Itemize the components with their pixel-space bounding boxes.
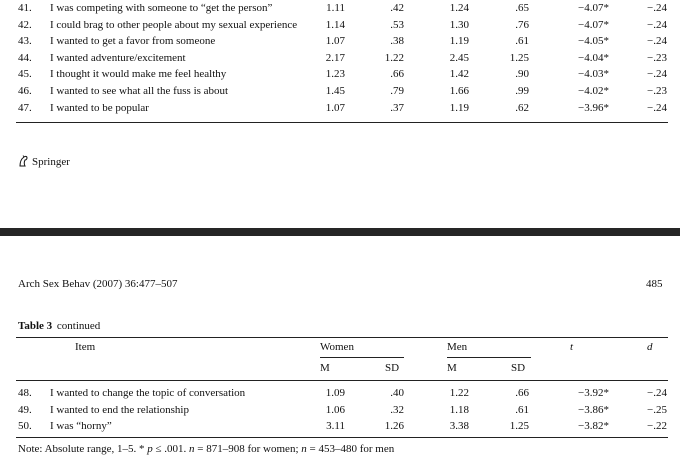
row-number: 48. [18, 387, 32, 399]
d-value: −.24 [647, 101, 667, 114]
note-p: p [147, 443, 153, 455]
women-sd: .66 [390, 68, 404, 81]
header-t: t [570, 341, 574, 353]
header-item: Item [75, 341, 96, 353]
table-bottom-rule [16, 122, 668, 123]
header-women-m: M [320, 362, 330, 374]
men-mean: 1.24 [449, 2, 469, 14]
women-mean: 1.06 [325, 403, 345, 416]
header-bottom-rule [16, 380, 668, 381]
note-n-women-rest: = 871–908 for women; [194, 443, 302, 455]
women-sd: .40 [390, 387, 404, 399]
row-number: 50. [18, 420, 32, 432]
header-men: Men [447, 341, 468, 353]
men-sd: .90 [515, 68, 529, 81]
table-top-rule [16, 337, 668, 338]
men-sd: .61 [515, 35, 529, 48]
t-value: −4.04* [578, 51, 609, 64]
men-sd: 1.25 [509, 51, 529, 64]
men-span-rule [447, 357, 531, 358]
running-head: Arch Sex Behav (2007) 36:477–507 [18, 278, 178, 290]
women-mean: 1.07 [325, 101, 345, 114]
women-mean: 1.45 [325, 85, 345, 97]
men-sd: .99 [515, 85, 529, 97]
men-mean: 1.19 [449, 35, 469, 48]
women-sd: .79 [390, 85, 404, 97]
men-mean: 1.66 [449, 85, 469, 97]
header-d: d [647, 341, 653, 353]
t-value: −4.05* [578, 35, 609, 48]
row-item: I wanted to get a favor from someone [50, 35, 216, 48]
table-continued: continued [56, 320, 101, 332]
row-item: I wanted to end the relationship [50, 403, 189, 416]
t-value: −3.96* [578, 101, 609, 114]
men-sd: .61 [515, 403, 529, 416]
table-end-rule [16, 437, 668, 438]
d-value: −.23 [647, 51, 667, 64]
note-lead: Note: Absolute range, 1–5. * [18, 443, 148, 455]
women-span-rule [320, 357, 404, 358]
row-item: I could brag to other people about my sexual experience [50, 18, 298, 31]
header-men-sd: SD [511, 362, 526, 374]
men-mean: 1.22 [449, 387, 469, 399]
men-sd: .66 [515, 387, 529, 399]
row-item: I wanted to change the topic of conversation [50, 387, 246, 399]
table-note [18, 443, 394, 456]
page-separator [0, 228, 680, 236]
women-mean: 3.11 [326, 420, 345, 432]
page-number: 485 [646, 278, 663, 290]
header-men-m: M [447, 362, 457, 374]
note-p-rest: ≤ .001. [152, 443, 190, 455]
men-sd: .65 [515, 2, 529, 14]
row-item: I was competing with someone to “get the person” [50, 2, 273, 14]
d-value: −.23 [647, 85, 667, 97]
t-value: −3.92* [578, 387, 609, 399]
women-sd: .37 [390, 101, 404, 114]
men-sd: 1.25 [509, 420, 529, 432]
row-number: 44. [18, 51, 32, 64]
men-mean: 1.42 [449, 68, 469, 81]
header-women: Women [320, 341, 354, 353]
men-mean: 3.38 [449, 420, 469, 432]
note-n-women: n [189, 443, 195, 455]
men-sd: .62 [515, 101, 529, 114]
table-label: Table 3 [18, 320, 53, 332]
women-sd: .38 [390, 35, 404, 48]
d-value: −.22 [647, 420, 667, 432]
women-mean: 2.17 [325, 51, 345, 64]
note-n-men-rest: = 453–480 for men [306, 443, 395, 455]
women-sd: 1.26 [384, 420, 404, 432]
t-value: −4.03* [578, 68, 609, 81]
row-number: 45. [18, 68, 32, 81]
t-value: −4.07* [578, 18, 609, 31]
row-number: 41. [18, 2, 32, 14]
t-value: −3.86* [578, 403, 609, 416]
men-mean: 2.45 [449, 51, 469, 64]
women-sd: .42 [390, 2, 404, 14]
springer-horse-icon [18, 155, 29, 171]
women-mean: 1.14 [325, 18, 345, 31]
row-number: 46. [18, 85, 32, 97]
women-sd: 1.22 [384, 51, 404, 64]
d-value: −.24 [647, 387, 667, 399]
women-mean: 1.07 [325, 35, 345, 48]
men-mean: 1.18 [449, 403, 469, 416]
d-value: −.24 [647, 35, 667, 48]
women-mean: 1.09 [325, 387, 345, 399]
d-value: −.25 [647, 403, 667, 416]
men-mean: 1.19 [449, 101, 469, 114]
row-item: I was “horny” [50, 420, 112, 432]
d-value: −.24 [647, 18, 667, 31]
row-number: 49. [18, 403, 32, 416]
table-caption [18, 320, 100, 333]
men-mean: 1.30 [449, 18, 469, 31]
row-item: I wanted to see what all the fuss is about [50, 85, 229, 97]
note-n-men: n [301, 443, 307, 455]
women-mean: 1.23 [325, 68, 345, 81]
row-item: I wanted to be popular [50, 101, 149, 114]
row-item: I thought it would make me feel healthy [50, 68, 227, 81]
row-number: 42. [18, 18, 32, 31]
women-sd: .32 [390, 403, 404, 416]
row-item: I wanted adventure/excitement [50, 51, 186, 64]
t-value: −4.02* [578, 85, 609, 97]
publisher-name: Springer [32, 156, 70, 168]
d-value: −.24 [647, 2, 667, 14]
women-sd: .53 [390, 18, 404, 31]
d-value: −.24 [647, 68, 667, 81]
row-number: 43. [18, 35, 32, 48]
t-value: −3.82* [578, 420, 609, 432]
row-number: 47. [18, 101, 32, 114]
springer-logo [18, 155, 70, 171]
header-women-sd: SD [385, 362, 400, 374]
t-value: −4.07* [578, 2, 609, 14]
women-mean: 1.11 [326, 2, 345, 14]
men-sd: .76 [515, 18, 529, 31]
